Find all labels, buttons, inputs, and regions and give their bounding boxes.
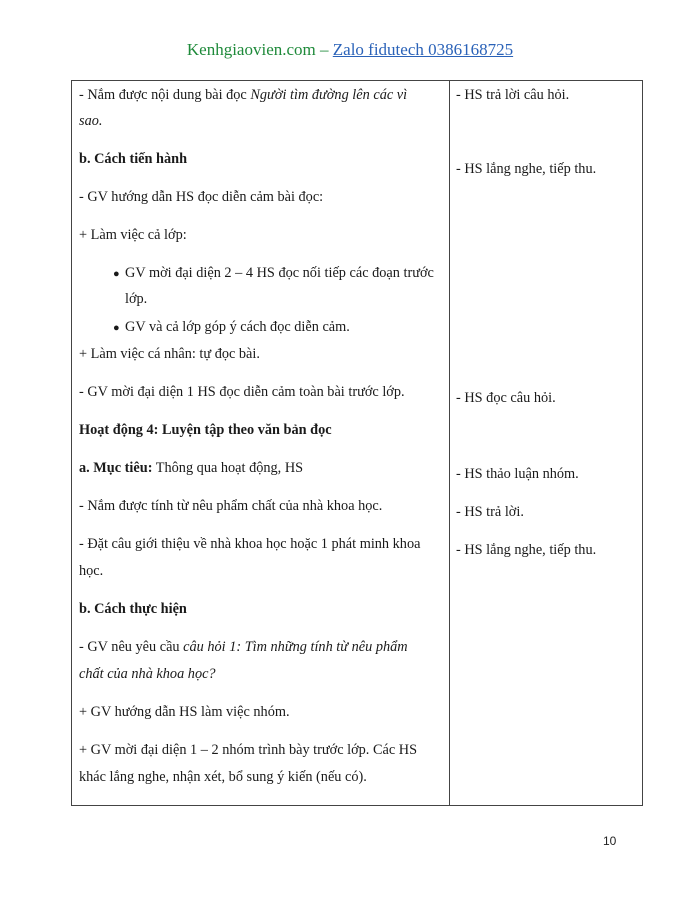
header-separator: – xyxy=(315,40,333,59)
text-line: học. xyxy=(79,563,104,579)
student-activity: - HS lắng nghe, tiếp thu. xyxy=(456,542,597,558)
student-activity: - HS trả lời câu hỏi. xyxy=(456,87,570,103)
text-line: sao. xyxy=(79,113,103,129)
question-line: - GV nêu yêu cầu câu hỏi 1: Tìm những tính từ nêu phẩm xyxy=(79,639,408,655)
text-line: + GV mời đại diện 1 – 2 nhóm trình bày trước lớp. Các HS xyxy=(79,742,418,758)
student-activity: - HS trả lời. xyxy=(456,504,524,520)
text-line: - GV hướng dẫn HS đọc diễn cảm bài đọc: xyxy=(79,189,324,205)
bullet-text: GV mời đại diện 2 – 4 HS đọc nối tiếp các đoạn trước xyxy=(125,265,434,281)
lesson-table xyxy=(71,80,643,806)
text-line: + GV hướng dẫn HS làm việc nhóm. xyxy=(79,704,290,720)
text-line: khác lắng nghe, nhận xét, bổ sung ý kiến (nếu có). xyxy=(79,769,367,785)
column-divider xyxy=(449,81,450,805)
student-activity: - HS đọc câu hỏi. xyxy=(456,390,556,406)
contact-link[interactable]: Zalo fidutech 0386168725 xyxy=(332,40,514,59)
objective-line: a. Mục tiêu: Thông qua hoạt động, HS xyxy=(79,460,304,476)
bullet-icon: ● xyxy=(113,268,120,280)
bullet-icon: ● xyxy=(113,322,120,334)
text-line: - Đặt câu giới thiệu về nhà khoa học hoặc 1 phát minh khoa xyxy=(79,536,421,552)
page-number: 10 xyxy=(603,834,617,848)
page-header xyxy=(0,40,700,60)
section-heading: b. Cách thực hiện xyxy=(79,601,187,617)
activity-heading: Hoạt động 4: Luyện tập theo văn bản đọc xyxy=(79,422,332,438)
text-line: - GV mời đại diện 1 HS đọc diễn cảm toàn bài trước lớp. xyxy=(79,384,405,400)
text-line: + Làm việc cả lớp: xyxy=(79,227,187,243)
student-activity: - HS thảo luận nhóm. xyxy=(456,466,579,482)
text-line: chất của nhà khoa học? xyxy=(79,666,216,682)
text-line: - Nắm được tính từ nêu phẩm chất của nhà khoa học. xyxy=(79,498,383,514)
section-heading: b. Cách tiến hành xyxy=(79,151,188,167)
objective-line: - Nắm được nội dung bài đọc Người tìm đường lên các vì xyxy=(79,87,408,103)
bullet-text: lớp. xyxy=(125,291,148,307)
site-name: Kenhgiaovien.com xyxy=(186,40,316,59)
student-activity: - HS lắng nghe, tiếp thu. xyxy=(456,161,597,177)
bullet-text: GV và cả lớp góp ý cách đọc diễn cảm. xyxy=(125,319,350,335)
text-line: + Làm việc cá nhân: tự đọc bài. xyxy=(79,346,260,362)
